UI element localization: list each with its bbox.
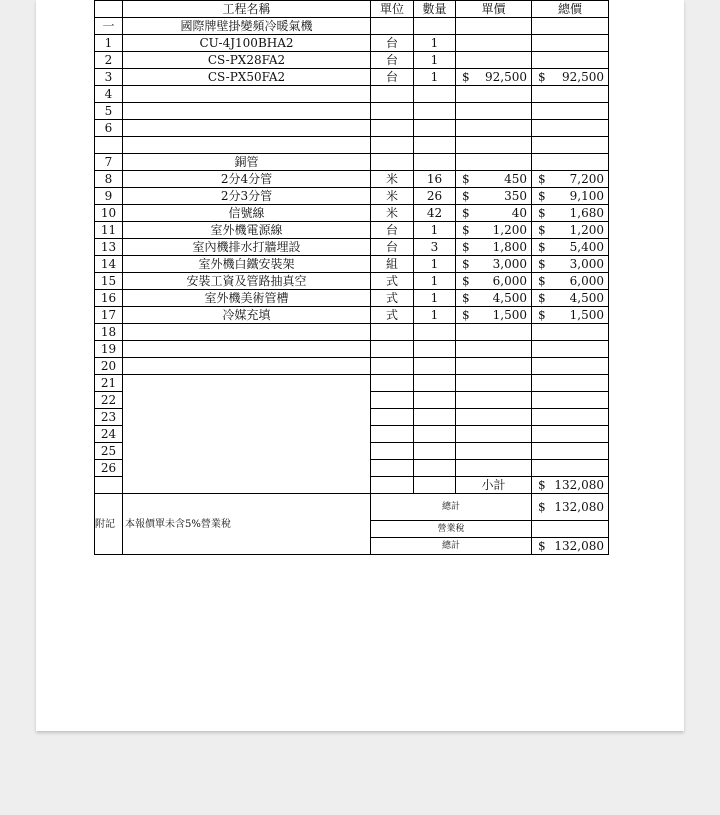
row-number: 19 [95,341,123,358]
section-title: 國際牌壁掛變頻冷暖氣機 [123,18,371,35]
line-total [532,222,609,239]
currency-symbol: $ [462,307,470,322]
header-price: 單價 [456,1,532,18]
header-row [95,1,609,18]
line-total [532,69,609,86]
item-qty: 1 [414,290,456,307]
header-item: 工程名稱 [123,1,371,18]
line-total [532,103,609,120]
line-item-row [95,188,609,205]
unit-price-value: 6,000 [492,273,527,288]
item-name: 室外機電源線 [123,222,371,239]
line-item-row [95,307,609,324]
item-name: CU-4J100BHA2 [123,35,371,52]
section-no: 一 [95,18,123,35]
item-qty [414,86,456,103]
unit-price [456,86,532,103]
line-total [532,273,609,290]
tax-amount [532,521,609,538]
line-total-value: 6,000 [569,273,604,288]
unit-price-value: 3,000 [492,256,527,271]
line-item-row [95,171,609,188]
unit-price-value: 1,500 [492,307,527,322]
row-number: 13 [95,239,123,256]
unit-price [456,239,532,256]
currency-symbol: $ [462,290,470,305]
unit-price [456,358,532,375]
unit-price [456,324,532,341]
line-item-row [95,137,609,154]
item-unit: 米 [371,171,414,188]
currency-symbol: $ [462,222,470,237]
unit-price [456,307,532,324]
item-qty [414,358,456,375]
line-total [532,341,609,358]
line-total [532,171,609,188]
currency-symbol: $ [538,499,546,514]
currency-symbol: $ [538,256,546,271]
currency-symbol: $ [538,273,546,288]
line-total-value: 4,500 [569,290,604,305]
currency-symbol: $ [462,256,470,271]
unit-price [456,188,532,205]
item-unit: 台 [371,35,414,52]
line-total-value: 1,680 [569,205,604,220]
line-item-row [95,256,609,273]
line-total-value: 5,400 [569,239,604,254]
unit-price [456,35,532,52]
unit-price-value: 92,500 [485,69,527,84]
line-total-value: 7,200 [569,171,604,186]
item-unit [371,324,414,341]
item-name [123,324,371,341]
currency-symbol: $ [538,290,546,305]
item-name: 2分3分管 [123,188,371,205]
section-row [95,18,609,35]
item-unit [371,103,414,120]
header-unit: 單位 [371,1,414,18]
header-total: 總價 [532,1,609,18]
row-number: 4 [95,86,123,103]
item-qty: 26 [414,188,456,205]
item-unit: 台 [371,239,414,256]
line-item-row [95,239,609,256]
line-total [532,205,609,222]
unit-price-value: 1,800 [492,239,527,254]
item-qty [414,103,456,120]
row-number: 7 [95,154,123,171]
item-name: CS-PX50FA2 [123,69,371,86]
item-unit: 式 [371,307,414,324]
line-item-row [95,86,609,103]
item-qty: 1 [414,35,456,52]
row-number: 10 [95,205,123,222]
total-amount-value: 132,080 [554,499,604,514]
grand-total-amount-value: 132,080 [554,538,604,553]
line-total [532,154,609,171]
line-item-row [95,52,609,69]
item-unit [371,120,414,137]
row-number: 11 [95,222,123,239]
item-name [123,86,371,103]
item-name: 2分4分管 [123,171,371,188]
item-name: 室外機白鐵安裝架 [123,256,371,273]
unit-price-value: 1,200 [492,222,527,237]
item-qty: 3 [414,239,456,256]
item-unit: 米 [371,205,414,222]
row-number: 24 [95,426,123,443]
item-qty [414,137,456,154]
item-qty: 1 [414,307,456,324]
item-unit [371,137,414,154]
item-name: 室外機美術管槽 [123,290,371,307]
row-number: 20 [95,358,123,375]
row-number: 14 [95,256,123,273]
item-qty [414,154,456,171]
line-total [532,188,609,205]
unit-price-value: 350 [504,188,527,203]
item-name: 安裝工資及管路抽真空 [123,273,371,290]
line-total [532,137,609,154]
item-qty: 42 [414,205,456,222]
line-total [532,358,609,375]
unit-price-value: 450 [504,171,527,186]
item-qty: 1 [414,256,456,273]
line-total [532,290,609,307]
item-name [123,103,371,120]
row-number: 17 [95,307,123,324]
row-number: 6 [95,120,123,137]
line-item-row [95,69,609,86]
unit-price [456,290,532,307]
line-item-row [95,290,609,307]
row-number: 18 [95,324,123,341]
row-number: 22 [95,392,123,409]
currency-symbol: $ [462,171,470,186]
line-total [532,307,609,324]
row-number: 16 [95,290,123,307]
subtotal-amount [532,477,609,494]
line-item-row [95,154,609,171]
item-qty: 1 [414,52,456,69]
row-number: 26 [95,460,123,477]
currency-symbol: $ [462,273,470,288]
currency-symbol: $ [538,171,546,186]
item-qty: 1 [414,69,456,86]
line-total [532,324,609,341]
row-number: 1 [95,35,123,52]
row-number: 8 [95,171,123,188]
item-unit: 台 [371,222,414,239]
currency-symbol: $ [538,538,546,553]
line-total [532,120,609,137]
row-number: 2 [95,52,123,69]
item-unit [371,358,414,375]
item-unit [371,154,414,171]
currency-symbol: $ [538,69,546,84]
item-unit [371,86,414,103]
item-name: 銅管 [123,154,371,171]
line-total-value: 92,500 [562,69,604,84]
item-qty [414,120,456,137]
item-unit: 台 [371,69,414,86]
currency-symbol: $ [538,222,546,237]
line-total [532,256,609,273]
unit-price [456,205,532,222]
subtotal-label: 小計 [456,477,532,494]
item-name [123,341,371,358]
item-unit: 台 [371,52,414,69]
unit-price [456,256,532,273]
item-name [123,358,371,375]
item-name: 冷媒充填 [123,307,371,324]
line-item-row [95,120,609,137]
row-number: 25 [95,443,123,460]
line-item-row [95,324,609,341]
line-item-row [95,375,609,392]
currency-symbol: $ [538,239,546,254]
header-qty: 數量 [414,1,456,18]
line-item-row [95,341,609,358]
unit-price [456,273,532,290]
item-name [123,120,371,137]
row-number: 23 [95,409,123,426]
line-total-value: 1,500 [569,307,604,322]
grand-total-label: 總計 [371,538,532,555]
unit-price [456,171,532,188]
currency-symbol: $ [538,205,546,220]
currency-symbol: $ [462,239,470,254]
grand-total-amount [532,538,609,555]
row-number: 3 [95,69,123,86]
unit-price [456,103,532,120]
quotation-sheet [94,0,609,555]
unit-price [456,69,532,86]
unit-price [456,120,532,137]
unit-price [456,222,532,239]
item-unit: 式 [371,273,414,290]
total-amount [532,494,609,521]
line-total [532,86,609,103]
note-label: 附記 [95,494,123,555]
item-qty: 16 [414,171,456,188]
currency-symbol: $ [538,188,546,203]
unit-price [456,154,532,171]
line-total [532,52,609,69]
item-unit: 組 [371,256,414,273]
unit-price [456,52,532,69]
note-text: 本報價單未含5%營業稅 [123,494,371,555]
line-total [532,35,609,52]
tax-label: 營業稅 [371,521,532,538]
blank-block [123,375,371,494]
line-item-row [95,358,609,375]
line-item-row [95,103,609,120]
unit-price [456,341,532,358]
line-item-row [95,35,609,52]
line-total-value: 3,000 [569,256,604,271]
item-qty [414,324,456,341]
line-total [532,239,609,256]
item-name: CS-PX28FA2 [123,52,371,69]
row-number: 9 [95,188,123,205]
currency-symbol: $ [538,307,546,322]
item-name: 室內機排水打牆埋設 [123,239,371,256]
currency-symbol: $ [538,477,546,492]
total-row [95,494,609,521]
item-qty [414,341,456,358]
currency-symbol: $ [462,69,470,84]
item-unit: 米 [371,188,414,205]
item-name: 信號線 [123,205,371,222]
subtotal-amount-value: 132,080 [554,477,604,492]
line-item-row [95,205,609,222]
item-unit [371,341,414,358]
document-page [36,0,684,731]
unit-price [456,137,532,154]
unit-price-value: 4,500 [492,290,527,305]
item-qty: 1 [414,273,456,290]
item-unit: 式 [371,290,414,307]
row-number: 5 [95,103,123,120]
currency-symbol: $ [462,205,470,220]
total-label: 總計 [371,494,532,521]
row-number: 15 [95,273,123,290]
unit-price-value: 40 [511,205,527,220]
line-total-value: 9,100 [569,188,604,203]
row-number [95,137,123,154]
currency-symbol: $ [462,188,470,203]
line-item-row [95,273,609,290]
item-qty: 1 [414,222,456,239]
line-total-value: 1,200 [569,222,604,237]
quotation-table [94,0,609,555]
line-item-row [95,222,609,239]
row-number: 21 [95,375,123,392]
item-name [123,137,371,154]
